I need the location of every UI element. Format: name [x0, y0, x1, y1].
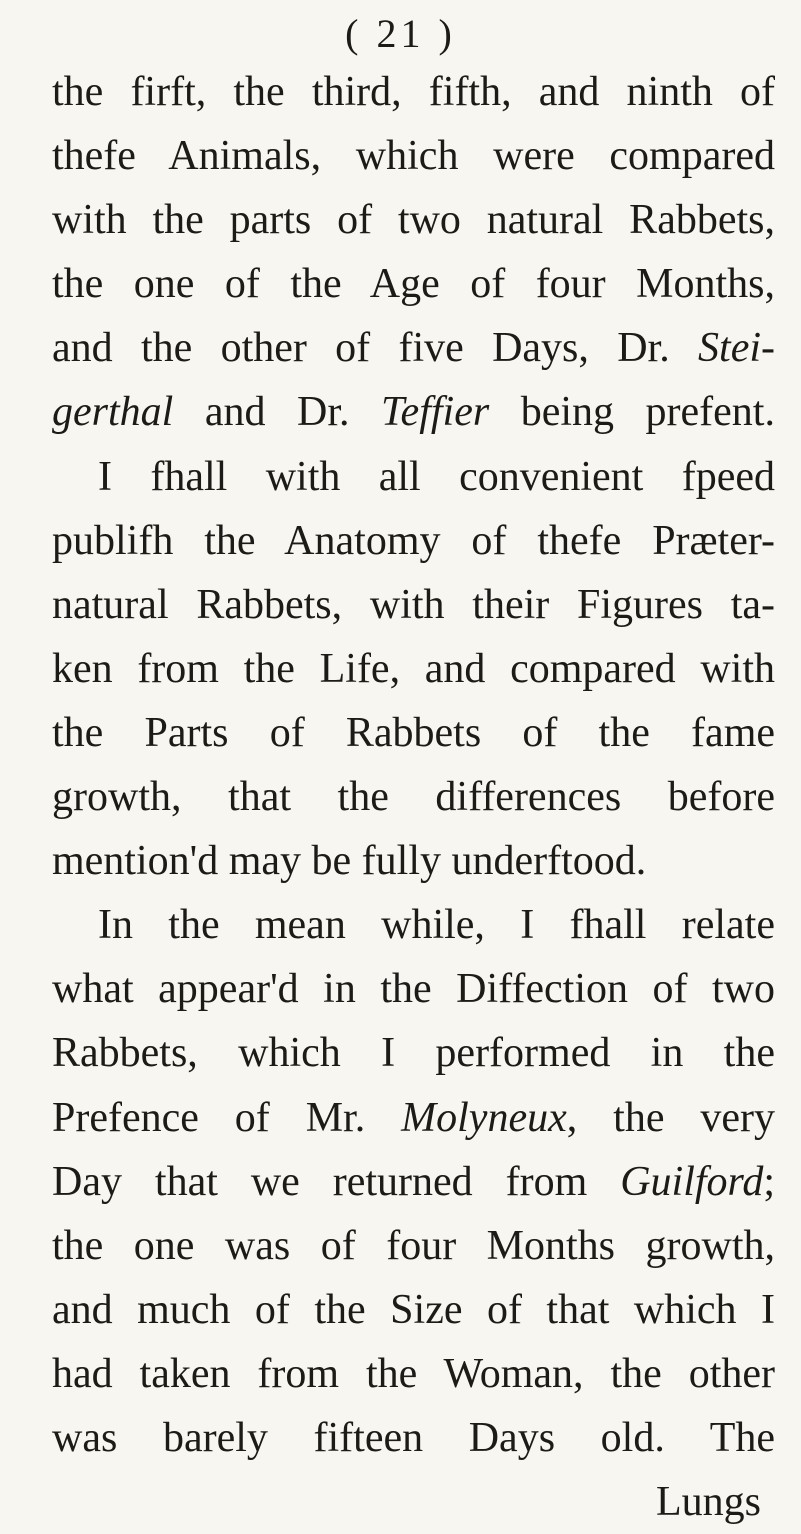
- italic-name: Teffier: [381, 389, 490, 436]
- text-line-15: what appear'd in the Diffection of two: [52, 966, 775, 1013]
- text-line-4: the one of the Age of four Months,: [52, 261, 775, 308]
- text-line-12: growth, that the differences before: [52, 774, 775, 821]
- page-number: ( 21 ): [345, 11, 456, 56]
- italic-name: Molyneux: [401, 1094, 567, 1141]
- text-line-6: gerthal and Dr. Teffier being prefent.: [52, 389, 775, 436]
- italic-name: Stei-: [698, 325, 775, 372]
- text-line-8: publifh the Anatomy of thefe Præter-: [52, 517, 775, 564]
- text-line-19: the one was of four Months growth,: [52, 1222, 775, 1269]
- text-line-2: thefe Animals, which were compared: [52, 133, 775, 180]
- body-text: [52, 60, 775, 1534]
- text-line-1: the firft, the third, fifth, and ninth of: [52, 69, 775, 115]
- text-line-17: Prefence of Mr. Molyneux, the very: [52, 1094, 775, 1141]
- text-line-14: In the mean while, I fhall relate: [98, 902, 775, 949]
- text-line-7: I fhall with all convenient fpeed: [98, 453, 775, 500]
- text-line-10: ken from the Life, and compared with: [52, 645, 775, 692]
- text-line-9: natural Rabbets, with their Figures ta-: [52, 581, 775, 628]
- text-line-22: was barely fifteen Days old. The: [52, 1414, 775, 1461]
- text-line-13: mention'd may be fully underftood.: [52, 838, 647, 885]
- text-line-5: and the other of five Days, Dr. Stei-: [52, 325, 775, 372]
- text-line-3: with the parts of two natural Rabbets,: [52, 197, 775, 244]
- text-line-11: the Parts of Rabbets of the fame: [52, 709, 775, 756]
- text-line-20: and much of the Size of that which I: [52, 1286, 775, 1333]
- text-line-16: Rabbets, which I performed in the: [52, 1030, 775, 1077]
- text-line-18: Day that we returned from Guilford;: [52, 1158, 775, 1205]
- catchword: Lungs: [656, 1479, 761, 1526]
- text-line-21: had taken from the Woman, the other: [52, 1350, 775, 1397]
- italic-name: gerthal: [52, 389, 174, 436]
- italic-name: Guilford: [620, 1158, 764, 1205]
